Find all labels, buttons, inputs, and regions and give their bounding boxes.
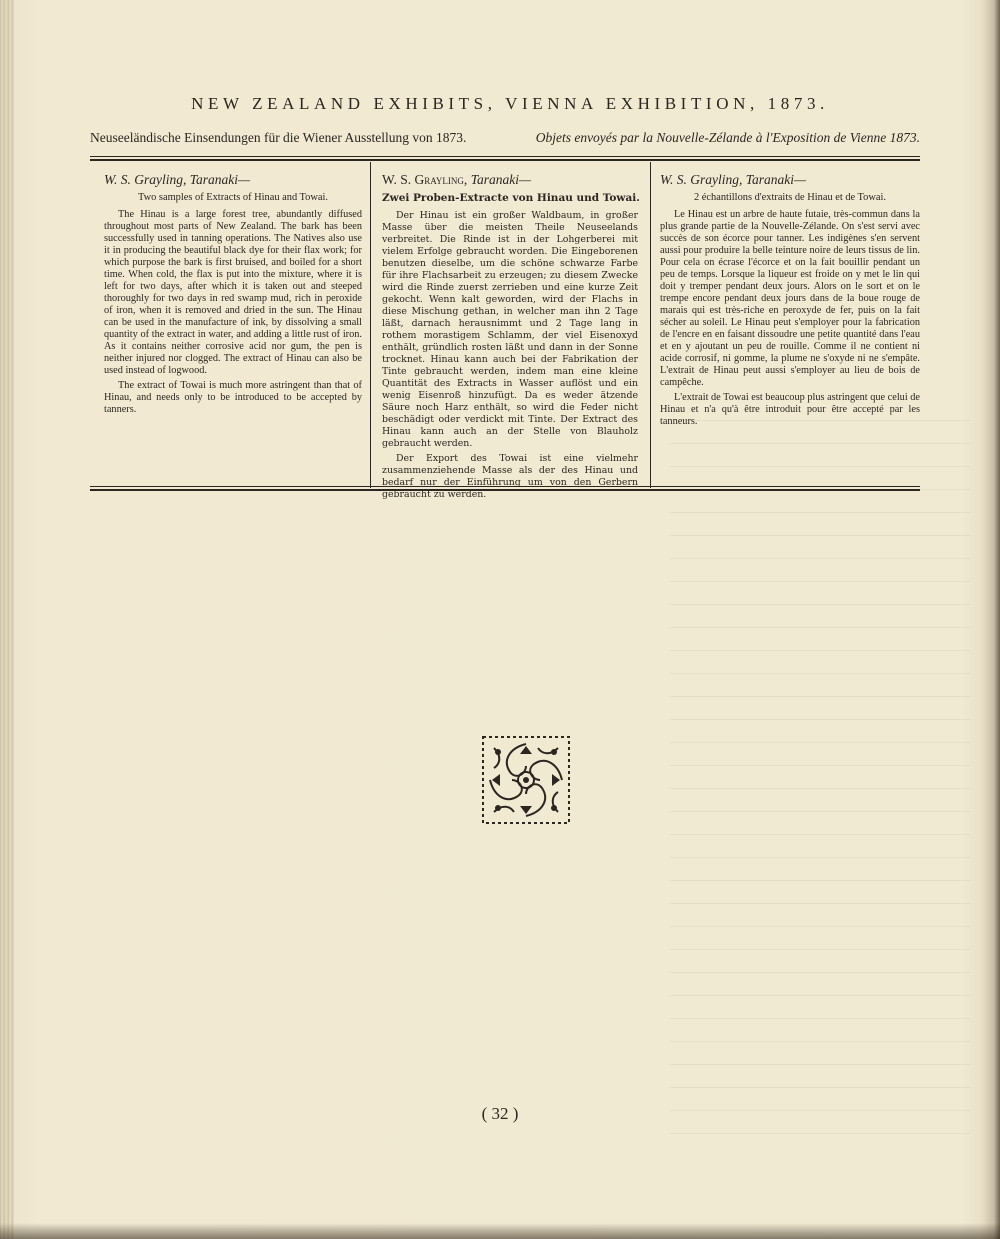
column-divider-right <box>650 162 651 488</box>
subtitle-french: Objets envoyés par la Nouvelle-Zélande à l'Exposition de Vienne 1873. <box>535 130 920 145</box>
page-title: NEW ZEALAND EXHIBITS, VIENNA EXHIBITION, 1873. <box>191 94 829 113</box>
fleuron-ornament-icon <box>480 734 572 826</box>
top-rule-thick <box>90 159 920 161</box>
exhibitor-heading-english: W. S. Grayling, Taranaki— <box>104 172 251 187</box>
paragraph-english-2: The extract of Towai is much more astringent than that of Hinau, and needs only to be introduced to be accepted by tanners. <box>104 380 362 415</box>
exhibit-title-german: Zwei Proben-Extracte von Hinau und Towai. <box>382 192 640 204</box>
exhibit-title-english: Two samples of Extracts of Hinau and Towai. <box>138 192 328 203</box>
paragraph-french-2: L'extrait de Towai est beaucoup plus astringent que celui de Hinau et n'a qu'à être introduit pour être accepté par les tanneurs. <box>660 392 920 427</box>
page-number: ( 32 ) <box>481 1104 519 1123</box>
binding-edge <box>0 0 14 1239</box>
paragraph-english-1: The Hinau is a large forest tree, abundantly diffused throughout most parts of New Zealand. The bark has been successfully used in tanning operations. The Natives also use it in producing the beautiful black dye for their flax work; for which purpose the bark is first bruised, and boiled for a short time. When cold, the flax is put into the mixture, where it is left for two days, after which it is taken out and steeped thoroughly for two days in red swamp mud, rich in peroxide of iron, when it is removed and dried in the sun. The Hinau can be used in the manufacture of ink, by dissolving a small quantity of the extract in water, and adding a little rust of iron. As it contains neither corrosive acid nor gum, the pen is neither injured nor clogged. The extract of Hinau can also be used instead of logwood. <box>104 209 362 376</box>
subtitle-german: Neuseeländische Einsendungen für die Wiener Ausstellung von 1873. <box>90 130 467 145</box>
paragraph-french-1: Le Hinau est un arbre de haute futaie, très-commun dans la plus grande partie de la Nouvelle-Zélande. On s'est servi avec succès de son écorce pour tanner. Les indigènes s'en servent aussi pour produire la belle teinture noire de leurs tissus de lin. Pour cela on écrase l'écorce et on la fait bouillir pendant un peu de temps. Lorsque la liqueur est froide on y met le lin qui doit y tremper pendant deux jours. Alors on le sort et on le trempe encore pendant deux jours dans de la boue rouge de marais qui est très-riche en peroxyde de fer, puis on la fait sécher au soleil. Le Hinau peut s'employer pour la fabrication de l'encre en en faisant dissoudre une petite quantité dans l'eau et en y ajoutant un peu de rouille. Comme il ne contient ni acide corrosif, ni gomme, la plume ne s'oxyde ni ne s'empâte. L'extrait de Hinau peut aussi s'employer au lieu de bois de campêche. <box>660 209 920 388</box>
column-english <box>104 172 362 419</box>
column-french <box>660 172 920 431</box>
top-rule-thin <box>90 156 920 157</box>
exhibitor-name-german: W. S. Grayling, <box>382 172 468 187</box>
exhibitor-place-german: Taranaki— <box>470 172 531 187</box>
page-shadow-bottom <box>0 1223 1000 1239</box>
page-shadow-right <box>980 0 1000 1239</box>
paragraph-german-2: Der Export des Towai ist eine vielmehr zusammenziehende Masse als der des Hinau und bedarf nur der Einführung um von den Gerbern gebraucht zu werden. <box>382 453 638 500</box>
exhibit-title-french: 2 échantillons d'extraits de Hinau et de Towai. <box>694 192 886 203</box>
paragraph-german-1: Der Hinau ist ein großer Waldbaum, in großer Masse über die meisten Theile Neuseelands verbreitet. Die Rinde ist in der Lohgerberei mit vielem Erfolge gebraucht worden. Die Eingeborenen benutzen dieselbe, um die schöne schwarze Farbe für ihre Flachsarbeit zu erzeugen; zu diesem Zwecke wird die Rinde zuerst zerrieben und eine kurze Zeit gekocht. Wenn kalt geworden, wird der Flachs in diese Mischung gethan, in welcher man ihn 2 Tage läßt, darnach herausnimmt und 2 Tage lang in rothem morastigem Schlamm, der viel Eisenoxyd enthält, gründlich rosten läßt und dann in der Sonne trocknet. Hinau kann auch bei der Fabrikation der Tinte gebraucht werden, indem man eine kleine Quantität des Extracts in Wasser auflöst und ein wenig Eisenroß hinzufügt. Da es weder ätzende Säure noch Harz enthält, so wird die Feder nicht beschädigt oder verdickt mit Tinte. Der Extract des Hinau kann auch an der Stelle von Blauholz gebraucht werden. <box>382 210 638 449</box>
exhibitor-heading-french: W. S. Grayling, Taranaki— <box>660 172 807 187</box>
exhibitor-heading-german <box>382 172 638 188</box>
bleed-through <box>670 420 970 1140</box>
column-divider-left <box>370 162 371 488</box>
column-german <box>382 172 638 504</box>
